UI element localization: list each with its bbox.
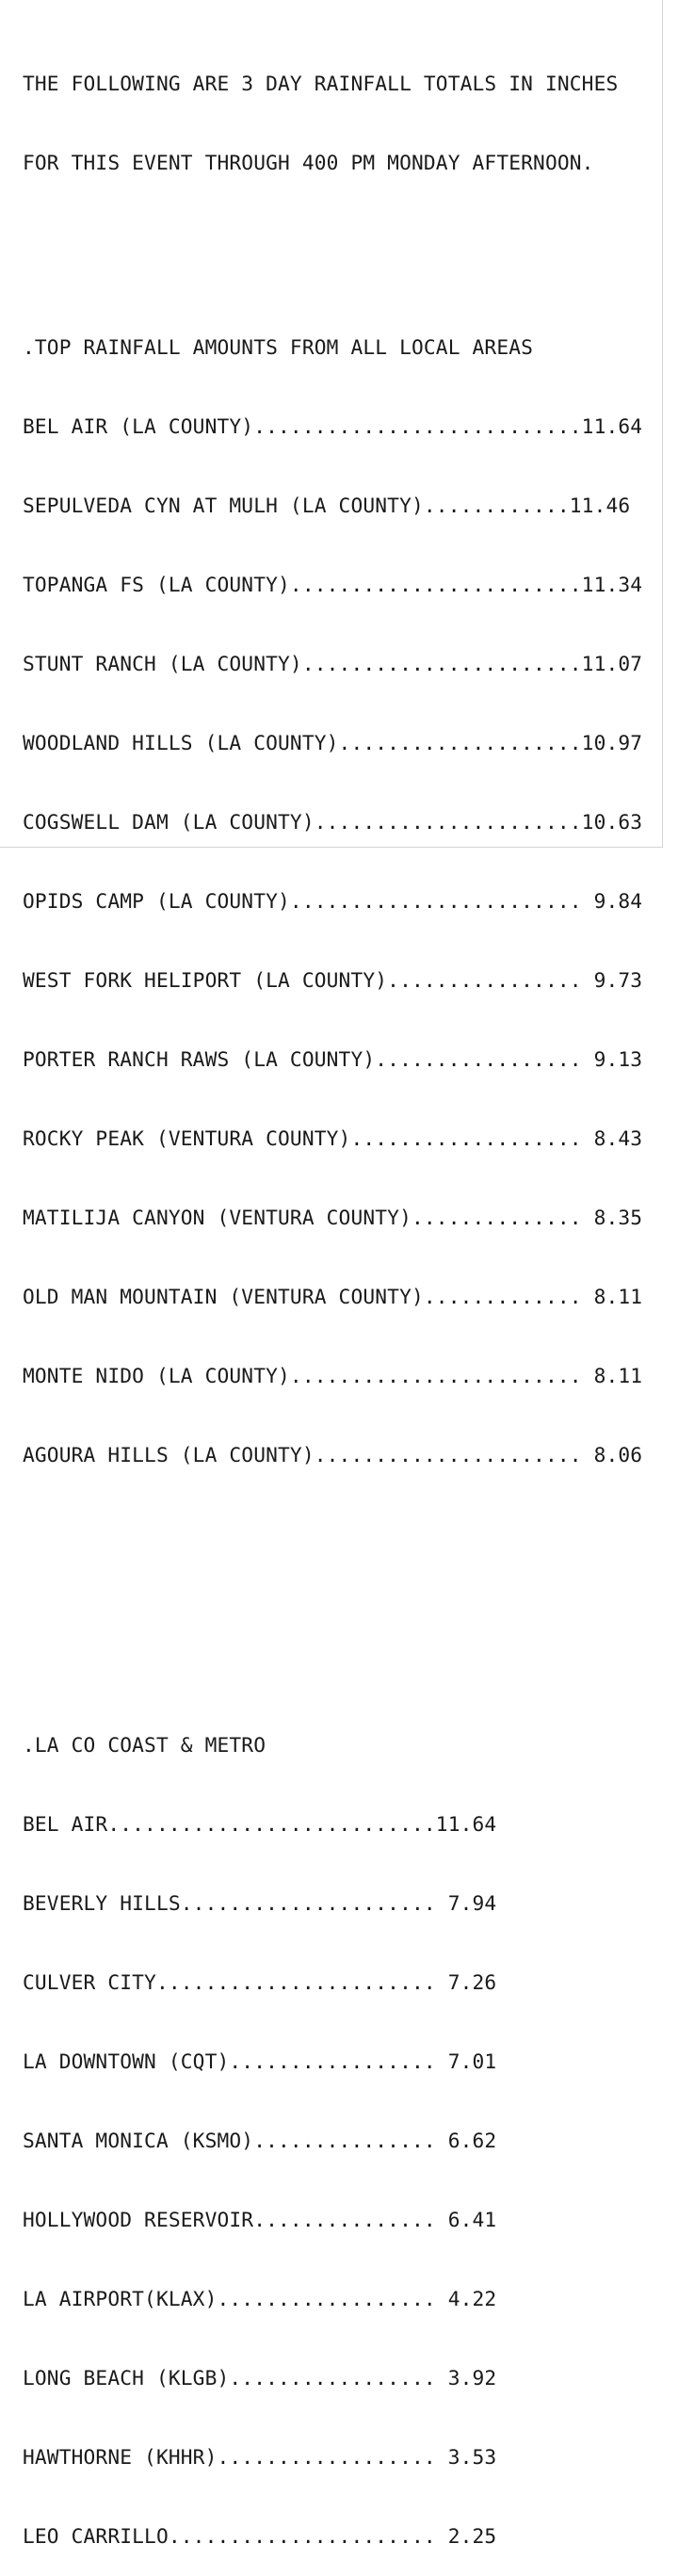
- coast-row: LONG BEACH (KLGB)................. 3.92: [23, 2366, 497, 2390]
- top-row: SEPULVEDA CYN AT MULH (LA COUNTY)............11.46: [23, 494, 631, 517]
- top-row: MONTE NIDO (LA COUNTY)........................ 8.11: [23, 1364, 643, 1387]
- coast-row: BEL AIR...........................11.64: [23, 1812, 497, 1836]
- coast-row: HOLLYWOOD RESERVOIR............... 6.41: [23, 2208, 497, 2231]
- blank-line: [23, 1547, 642, 1574]
- top-row: WOODLAND HILLS (LA COUNTY)....................10.97: [23, 731, 643, 754]
- coast-row: CULVER CITY....................... 7.26: [23, 1970, 497, 1994]
- top-row: STUNT RANCH (LA COUNTY).......................11.07: [23, 652, 643, 675]
- coast-row: HAWTHORNE (KHHR).................. 3.53: [23, 2445, 497, 2469]
- header-line-2: FOR THIS EVENT THROUGH 400 PM MONDAY AFTERNOON.: [23, 151, 594, 174]
- top-row: BEL AIR (LA COUNTY)...........................11.64: [23, 414, 643, 438]
- coast-row: LA DOWNTOWN (CQT)................. 7.01: [23, 2049, 497, 2073]
- top-row: WEST FORK HELIPORT (LA COUNTY)................ 9.73: [23, 968, 643, 992]
- top-row: OPIDS CAMP (LA COUNTY)........................ 9.84: [23, 889, 643, 913]
- top-row: TOPANGA FS (LA COUNTY)........................11.34: [23, 573, 643, 596]
- coast-section-title: .LA CO COAST & METRO: [23, 1733, 266, 1757]
- top-row: MATILIJA CANYON (VENTURA COUNTY).............. 8.35: [23, 1206, 643, 1229]
- top-row: ROCKY PEAK (VENTURA COUNTY)................... 8.43: [23, 1126, 643, 1150]
- top-section-title: .TOP RAINFALL AMOUNTS FROM ALL LOCAL AREAS: [23, 335, 534, 359]
- top-row: OLD MAN MOUNTAIN (VENTURA COUNTY)............. 8.11: [23, 1285, 643, 1308]
- blank-line: [23, 1627, 642, 1653]
- top-row: PORTER RANCH RAWS (LA COUNTY)................. 9.13: [23, 1047, 643, 1071]
- top-row: COGSWELL DAM (LA COUNTY)......................10.63: [23, 810, 643, 834]
- coast-row: LEO CARRILLO...................... 2.25: [23, 2524, 497, 2548]
- blank-line: [23, 229, 642, 255]
- coast-row: LA AIRPORT(KLAX).................. 4.22: [23, 2287, 497, 2310]
- coast-row: SANTA MONICA (KSMO)............... 6.62: [23, 2129, 497, 2152]
- top-row: AGOURA HILLS (LA COUNTY)...................... 8.06: [23, 1443, 643, 1466]
- rainfall-report: [23, 18, 642, 2576]
- header-line-1: THE FOLLOWING ARE 3 DAY RAINFALL TOTALS IN INCHES: [23, 72, 619, 95]
- coast-row: BEVERLY HILLS..................... 7.94: [23, 1891, 497, 1915]
